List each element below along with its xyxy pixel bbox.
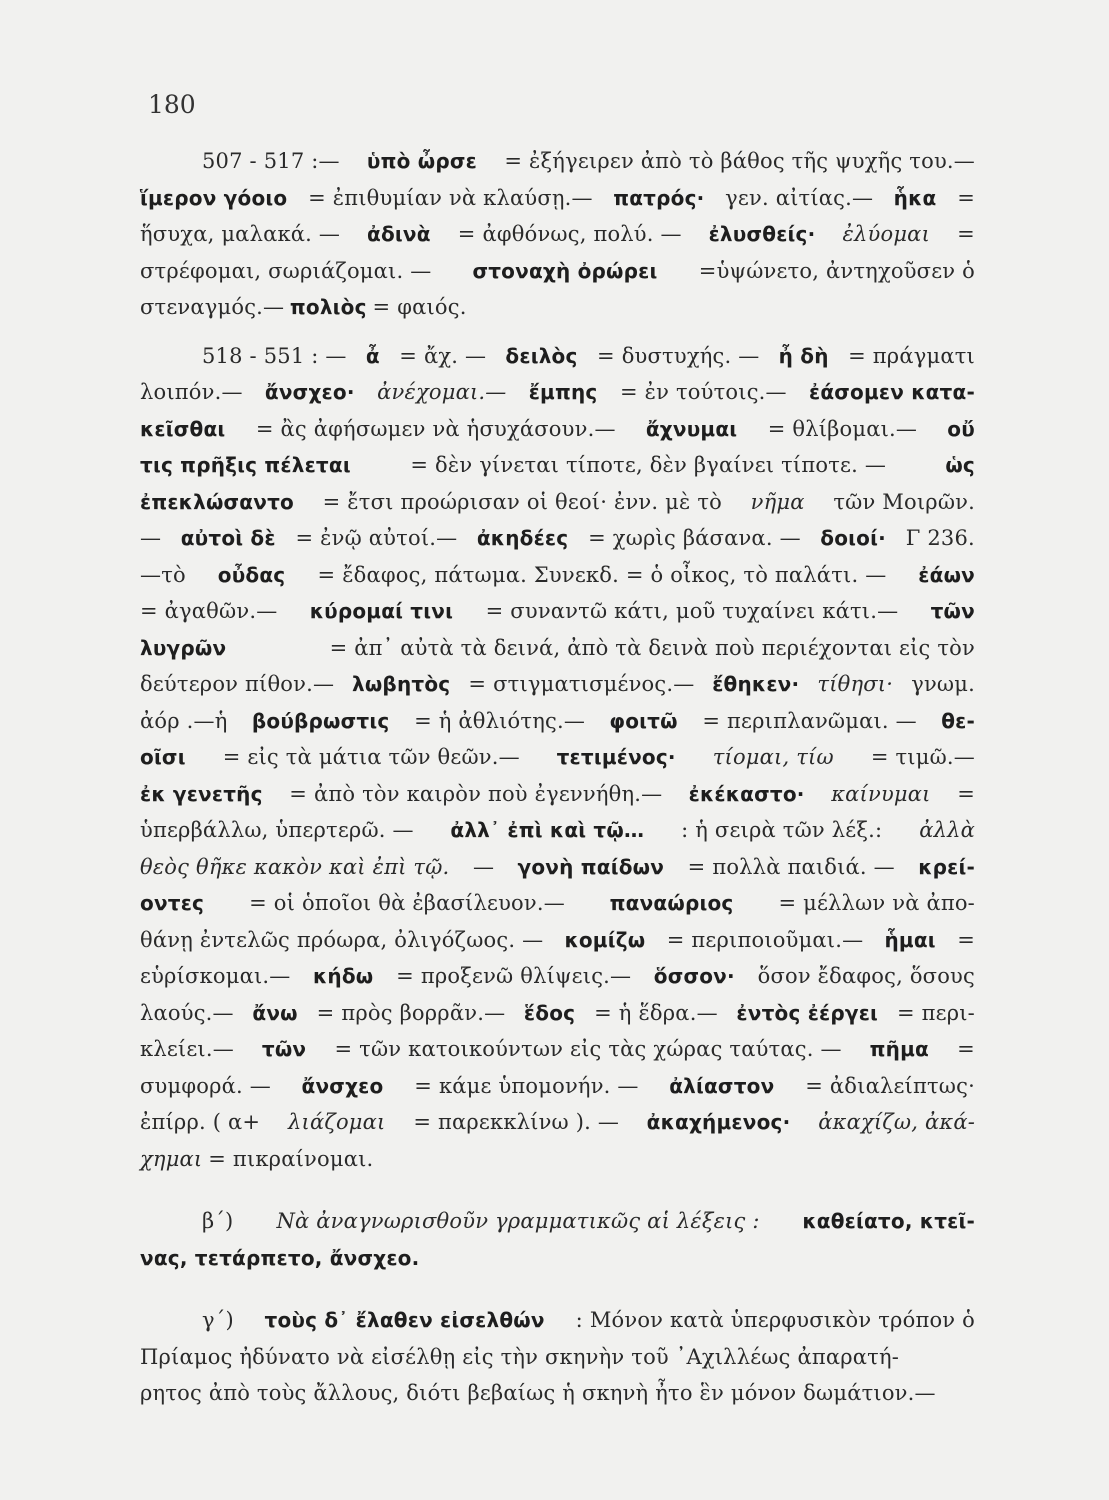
gloss-text: συμφορά. —: [140, 1073, 271, 1098]
gloss-text: = πρὸς βορρᾶν.—: [316, 1000, 506, 1025]
gloss-text: = ἀπ᾽ αὐτὰ τὰ δεινά, ἀπὸ τὰ δεινὰ ποὺ περιέχονται εἰς τὸν: [329, 635, 975, 660]
italic-text: καίνυμαι: [831, 781, 931, 806]
headword: ἵμερον γόοιο: [140, 185, 288, 210]
text-line: [140, 593, 975, 630]
gloss-text: = τῶν κατοικούντων εἰς τὰς χώρας ταύτας. —: [334, 1037, 842, 1061]
paragraph-p4: [140, 1302, 975, 1412]
headword: ἧκα: [893, 185, 937, 210]
text-line: [140, 1203, 975, 1240]
text-line: [140, 1031, 975, 1068]
headword: οῖσι: [140, 745, 186, 769]
headword: ἐκ γενετῆς: [140, 781, 263, 806]
gloss-text: θάνῃ ἐντελῶς πρόωρα, ὀλιγόζωος. —: [140, 927, 544, 952]
headword: ἐντὸς ἐέργει: [736, 1000, 879, 1025]
gloss-text: ἐπίρρ. ( α+: [140, 1110, 261, 1134]
gloss-text: Γ 236.: [905, 526, 975, 550]
text-line: [140, 703, 975, 740]
gloss-text: τῶν Μοιρῶν.: [833, 489, 975, 514]
gloss-text: γεν. αἰτίας.—: [725, 185, 874, 210]
headword: οντες: [140, 891, 205, 915]
headword: ἐκέκαστο·: [688, 781, 805, 806]
headword: κεῖσθαι: [140, 416, 226, 441]
headword: πολιὸς: [289, 295, 367, 319]
headword: ἦ δὴ: [778, 343, 829, 368]
headword: κύρομαί τινι: [309, 599, 454, 623]
text-line: [140, 958, 975, 995]
gloss-text: —: [140, 526, 162, 550]
gloss-text: = συναντῶ κάτι, μοῦ τυχαίνει κάτι.—: [485, 599, 899, 623]
gloss-text: = μέλλων νὰ ἀπο-: [778, 891, 975, 915]
headword: θε-: [941, 708, 975, 733]
headword: λωβητὸς: [351, 672, 451, 696]
text-line: [140, 812, 975, 849]
text-line: [140, 411, 975, 448]
text-line: [140, 289, 975, 326]
headword: στοναχὴ ὀρώρει: [472, 258, 658, 283]
headword: βούβρωστις: [251, 708, 390, 733]
gloss-text: = ἀπὸ τὸν καιρὸν ποὺ ἐγεννήθη.—: [289, 781, 663, 806]
headword: ἀκηδέες: [476, 526, 569, 550]
headword: τετιμένος·: [556, 745, 676, 769]
headword: ἀκαχήμενος·: [646, 1110, 791, 1134]
headword: πῆμα: [869, 1037, 929, 1061]
gloss-text: = προξενῶ θλίψεις.—: [396, 964, 632, 988]
text-line: [140, 1339, 975, 1376]
headword: ὡς: [945, 453, 975, 477]
headword: τῶν: [261, 1037, 307, 1061]
gloss-text: = ἄχ. —: [399, 343, 487, 368]
headword: δειλὸς: [505, 343, 578, 368]
headword: ἄνσχεο: [301, 1073, 384, 1098]
headword: τοὺς δ᾽ ἔλαθεν εἰσελθών: [264, 1308, 545, 1332]
headword: παναώριος: [609, 891, 734, 915]
italic-text: ἀλλὰ: [919, 818, 975, 842]
gloss-text: = ἀγαθῶν.—: [140, 599, 278, 623]
headword: γονὴ παίδων: [517, 854, 665, 879]
gloss-text: : Μόνον κατὰ ὑπερφυσικὸν τρόπον ὁ: [575, 1308, 975, 1332]
headword: ἐπεκλώσαντο: [140, 489, 294, 514]
italic-text: νῆμα: [750, 489, 805, 514]
gloss-text: = περι-: [896, 1000, 975, 1025]
gloss-text: ἥσυχα, μαλακά. —: [140, 222, 341, 246]
gloss-text: = περιπλανῶμαι. —: [702, 708, 917, 733]
gloss-text: λοιπόν.—: [140, 380, 243, 404]
headword: ἔμπης: [528, 380, 598, 404]
headword: ἄχνυμαι: [645, 416, 738, 441]
gloss-text: = ἡ ἀθλιότης.—: [414, 708, 586, 733]
gloss-text: = ἂς ἀφήσωμεν νὰ ἡσυχάσουν.—: [255, 416, 616, 441]
headword: κήδω: [312, 964, 374, 988]
headword: ἐάσομεν κατα-: [808, 380, 975, 404]
headword: ἆ: [365, 343, 380, 368]
headword: ἀλλ᾽ ἐπὶ καὶ τῷ…: [450, 818, 645, 842]
paragraph-gap: [140, 326, 975, 338]
headword: ἄνω: [252, 1000, 298, 1025]
headword: ἕδος: [523, 1000, 576, 1025]
gloss-text: λαούς.—: [140, 1000, 234, 1025]
italic-text: Νὰ ἀναγνωρισθοῦν γραμματικῶς αἱ λέξεις :: [276, 1209, 760, 1233]
gloss-text: = εἰς τὰ μάτια τῶν θεῶν.—: [222, 745, 520, 769]
text-line: [140, 1068, 975, 1105]
gloss-text: κλείει.—: [140, 1037, 234, 1061]
italic-text: θεὸς θῆκε κακὸν καὶ ἐπὶ τῷ.: [140, 854, 450, 879]
gloss-text: = ἀδιαλείπτως·: [805, 1073, 975, 1098]
text-line: [140, 1375, 975, 1412]
gloss-text: = παρεκκλίνω ). —: [413, 1110, 620, 1134]
gloss-text: —τὸ: [140, 562, 186, 587]
text-line: [140, 484, 975, 521]
gloss-text: =: [957, 222, 975, 246]
text-line: [140, 216, 975, 253]
gloss-text: γ΄): [202, 1308, 234, 1332]
headword: καθείατο, κτεῖ-: [802, 1209, 975, 1233]
text-line: [140, 1104, 975, 1141]
headword: ἔθηκεν·: [712, 672, 800, 696]
headword: τις πρῆξις πέλεται: [140, 453, 351, 477]
text-line: [140, 374, 975, 411]
gloss-text: = χωρὶς βάσανα. —: [588, 526, 801, 550]
headword: κρεί-: [918, 854, 975, 879]
headword: φοιτῶ: [609, 708, 678, 733]
gloss-text: = ἀφθόνως, πολύ. —: [457, 222, 682, 246]
paragraph-gap: [140, 1177, 975, 1203]
text-line: [140, 253, 975, 290]
gloss-text: = πικραίνομαι.: [208, 1146, 374, 1171]
text-line: [140, 849, 975, 886]
headword: αὐτοὶ δὲ: [180, 526, 276, 550]
text-line: [140, 1141, 975, 1178]
paragraph-p3: [140, 1203, 975, 1276]
gloss-text: γνωμ.: [911, 672, 975, 696]
gloss-text: στρέφομαι, σωριάζομαι. —: [140, 258, 432, 283]
text-line: [140, 739, 975, 776]
gloss-text: = δυστυχής. —: [597, 343, 760, 368]
gloss-text: = ἐνῷ αὐτοί.—: [295, 526, 458, 550]
gloss-text: Πρίαμος ἠδύνατο νὰ εἰσέλθῃ εἰς τὴν σκηνὴν τοῦ ᾿Αχιλλέως ἀπαρατή-: [140, 1344, 900, 1369]
gloss-text: = ἐξήγειρεν ἀπὸ τὸ βάθος τῆς ψυχῆς του.—: [504, 149, 975, 173]
text-line: [140, 922, 975, 959]
headword: πατρός·: [613, 185, 705, 210]
gloss-text: = πολλὰ παιδιά. —: [687, 854, 895, 879]
gloss-text: 507 - 517 :—: [202, 149, 340, 173]
text-line: [140, 1302, 975, 1339]
text-line: [140, 630, 975, 667]
gloss-text: =ὑψώνετο, ἀντηχοῦσεν ὁ: [698, 258, 975, 283]
gloss-text: =: [957, 1037, 975, 1061]
headword: ἧμαι: [884, 927, 936, 952]
gloss-text: =: [957, 185, 975, 210]
gloss-text: = πράγματι: [848, 343, 975, 368]
gloss-text: δεύτερον πίθον.—: [140, 672, 335, 696]
gloss-text: ρητος ἀπὸ τοὺς ἄλλους, διότι βεβαίως ἡ σκηνὴ ἦτο ἓν μόνον δωμάτιον.—: [140, 1381, 936, 1405]
gloss-text: —: [473, 854, 495, 879]
headword: λυγρῶν: [140, 635, 227, 660]
text-line: [140, 143, 975, 180]
italic-text: τίομαι, τίω: [712, 745, 834, 769]
text-line: [140, 520, 975, 557]
headword: ἐάων: [918, 562, 975, 587]
paragraph-gap: [140, 1276, 975, 1302]
gloss-text: = ἔδαφος, πάτωμα. Συνεκδ. = ὁ οἶκος, τὸ παλάτι. —: [317, 562, 887, 587]
gloss-text: = φαιός.: [372, 295, 467, 319]
headword: δοιοί·: [820, 526, 886, 550]
text-line: [140, 447, 975, 484]
headword: ἐλυσθείς·: [708, 222, 816, 246]
gloss-text: = περιποιοῦμαι.—: [666, 927, 864, 952]
gloss-text: στεναγμός.—: [140, 295, 285, 319]
gloss-text: = κάμε ὑπομονήν. —: [414, 1073, 639, 1098]
headword: οὖδας: [217, 562, 286, 587]
text-line: [140, 1240, 975, 1277]
italic-text: ἐλύομαι: [842, 222, 930, 246]
text-line: [140, 180, 975, 217]
headword: ἄνσχεο·: [264, 380, 355, 404]
commentary-text: [140, 143, 975, 1412]
italic-text: ἀνέχομαι.—: [377, 380, 507, 404]
italic-text: τίθησι·: [817, 672, 894, 696]
headword: ὑπὸ ὦρσε: [366, 149, 477, 173]
gloss-text: εὑρίσκομαι.—: [140, 964, 291, 988]
gloss-text: = ἔτσι προώρισαν οἱ θεοί· ἐνν. μὲ τὸ: [322, 489, 723, 514]
headword: κομίζω: [564, 927, 646, 952]
headword: ἀδινὰ: [367, 222, 431, 246]
paragraph-p2: [140, 338, 975, 1178]
headword: ὅσσον·: [653, 964, 735, 988]
gloss-text: = οἱ ὁποῖοι θὰ ἐβασίλευον.—: [249, 891, 565, 915]
paragraph-p1: [140, 143, 975, 326]
headword: οὔ: [947, 416, 975, 441]
headword: νας, τετάρπετο, ἄνσχεο.: [140, 1245, 420, 1270]
gloss-text: = ἐπιθυμίαν νὰ κλαύσῃ.—: [308, 185, 593, 210]
gloss-text: ὅσον ἔδαφος, ὅσους: [757, 964, 975, 988]
text-line: [140, 776, 975, 813]
italic-text: ἀκαχίζω, ἀκά-: [818, 1110, 975, 1134]
headword: ἀλίαστον: [669, 1073, 775, 1098]
text-line: [140, 995, 975, 1032]
italic-text: χημαι: [140, 1146, 203, 1171]
gloss-text: ἀόρ .—ἡ: [140, 708, 228, 733]
gloss-text: = ἡ ἕδρα.—: [594, 1000, 718, 1025]
text-line: [140, 338, 975, 375]
gloss-text: =: [957, 781, 975, 806]
gloss-text: =: [957, 927, 975, 952]
italic-text: λιάζομαι: [288, 1110, 386, 1134]
gloss-text: 518 - 551 : —: [202, 343, 347, 368]
text-line: [140, 885, 975, 922]
text-line: [140, 666, 975, 703]
gloss-text: = ἐν τούτοις.—: [620, 380, 787, 404]
gloss-text: ὑπερβάλλω, ὑπερτερῶ. —: [140, 818, 414, 842]
gloss-text: = δὲν γίνεται τίποτε, δὲν βγαίνει τίποτε. —: [410, 453, 887, 477]
gloss-text: = θλίβομαι.—: [767, 416, 918, 441]
gloss-text: = τιμῶ.—: [870, 745, 975, 769]
headword: τῶν: [930, 599, 975, 623]
text-line: [140, 557, 975, 594]
page-number: 180: [148, 90, 196, 119]
gloss-text: : ἡ σειρὰ τῶν λέξ.:: [681, 818, 883, 842]
gloss-text: = στιγματισμένος.—: [468, 672, 695, 696]
gloss-text: β΄): [202, 1209, 234, 1233]
